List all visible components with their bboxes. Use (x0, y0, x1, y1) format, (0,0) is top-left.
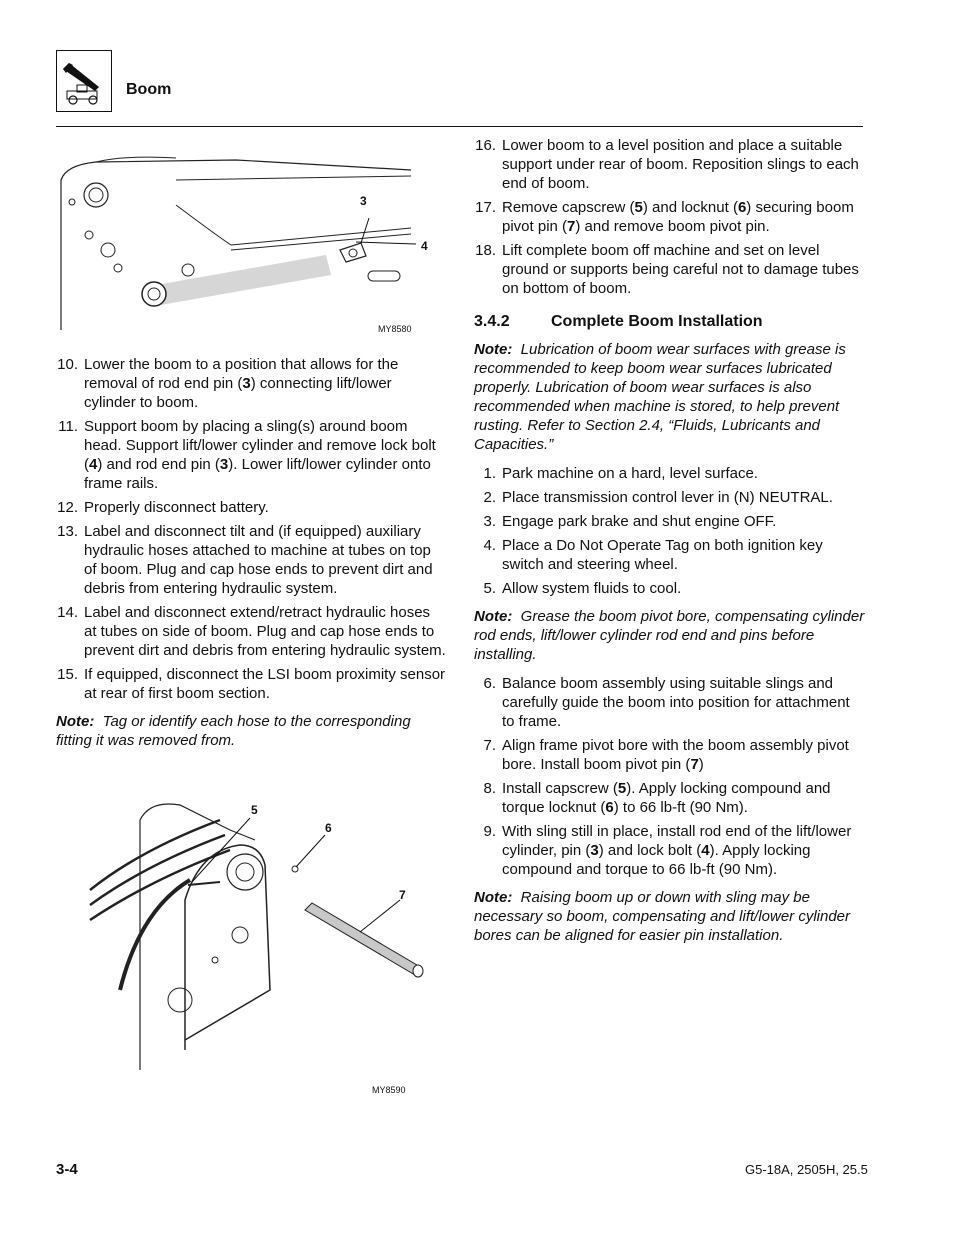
callout-3: 3 (360, 194, 367, 208)
section-title: Boom (126, 81, 172, 98)
right-column (474, 136, 866, 955)
callout-7: 7 (399, 888, 406, 902)
list-item: 14. Label and disconnect extend/retract hydraulic hoses at tubes on side of boom. Plug and cap hose ends to prevent dirt and debris from entering hydraulic system. (57, 604, 446, 659)
figure-boom-rear (56, 150, 426, 340)
list-item: 15. If equipped, disconnect the LSI boom proximity sensor at rear of first boom section. (57, 666, 446, 702)
steps-list (474, 136, 866, 298)
page-number: 3-4 (56, 1161, 78, 1178)
note: Note: Lubrication of boom wear surfaces with grease is recommended to keep boom wear surfaces lubricated properly. Lubrication of boom wear surfaces is also recommended when machine is stored, to help prevent rusting. Refer to Section 2.4, “Fluids, Lubricants and Capacities.” (474, 341, 846, 453)
list-item: 13. Label and disconnect tilt and (if equipped) auxiliary hydraulic hoses attached to machine at tubes on top of boom. Plug and cap hose ends to prevent dirt and debris from entering hydraulic system. (57, 523, 433, 597)
telehandler-icon (56, 50, 112, 112)
callout-6: 6 (325, 821, 332, 835)
list-item: 7. Align frame pivot bore with the boom assembly pivot bore. Install boom pivot pin (7) (483, 737, 849, 773)
subsection-heading: 3.4.2 Complete Boom Installation (474, 313, 763, 330)
list-item: 18. Lift complete boom off machine and set on level ground or supports being careful not to damage tubes on bottom of boom. (475, 242, 859, 297)
document-reference: G5-18A, 2505H, 25.5 (745, 1162, 868, 1177)
list-item: 16. Lower boom to a level position and place a suitable support under rear of boom. Reposition slings to each end of boom. (475, 137, 859, 192)
steps-list (474, 674, 866, 879)
note: Note: Raising boom up or down with sling may be necessary so boom, compensating and lift/lower cylinder bores can be aligned for easier pin installation. (474, 889, 851, 944)
list-item: 8. Install capscrew (5). Apply locking compound and torque locknut (6) to 66 lb-ft (90 Nm). (483, 780, 831, 816)
list-item: 12. Properly disconnect battery. (57, 499, 269, 516)
left-column (56, 355, 446, 760)
figure-boom-pivot (80, 790, 440, 1100)
list-item: 3. Engage park brake and shut engine OFF. (483, 513, 777, 530)
list-item: 5. Allow system fluids to cool. (483, 580, 682, 597)
list-item: 4. Place a Do Not Operate Tag on both ignition key switch and steering wheel. (483, 537, 823, 573)
header-rule (56, 126, 863, 127)
steps-list (56, 355, 446, 703)
figure-id: MY8590 (372, 1085, 406, 1095)
callout-5: 5 (251, 803, 258, 817)
steps-list (474, 464, 866, 598)
note: Note: Tag or identify each hose to the corresponding fitting it was removed from. (56, 713, 411, 749)
list-item: 17. Remove capscrew (5) and locknut (6) securing boom pivot pin (7) and remove boom pivot pin. (475, 199, 854, 235)
note: Note: Grease the boom pivot bore, compensating cylinder rod ends, lift/lower cylinder rod end and pins before installing. (474, 608, 865, 663)
list-item: 2. Place transmission control lever in (N) NEUTRAL. (483, 489, 833, 506)
list-item: 9. With sling still in place, install rod end of the lift/lower cylinder, pin (3) and lock bolt (4). Apply locking compound and torque to 66 lb-ft (90 Nm). (483, 823, 852, 878)
figure-id: MY8580 (378, 324, 412, 334)
list-item: 1. Park machine on a hard, level surface. (483, 465, 758, 482)
list-item: 11. Support boom by placing a sling(s) around boom head. Support lift/lower cylinder and remove lock bolt (4) and rod end pin (3). Lower lift/lower cylinder onto frame rails. (58, 418, 436, 492)
callout-4: 4 (421, 239, 428, 253)
list-item: 10. Lower the boom to a position that allows for the removal of rod end pin (3) connecting lift/lower cylinder to boom. (57, 356, 399, 411)
list-item: 6. Balance boom assembly using suitable slings and carefully guide the boom into position for attachment to frame. (483, 675, 850, 730)
